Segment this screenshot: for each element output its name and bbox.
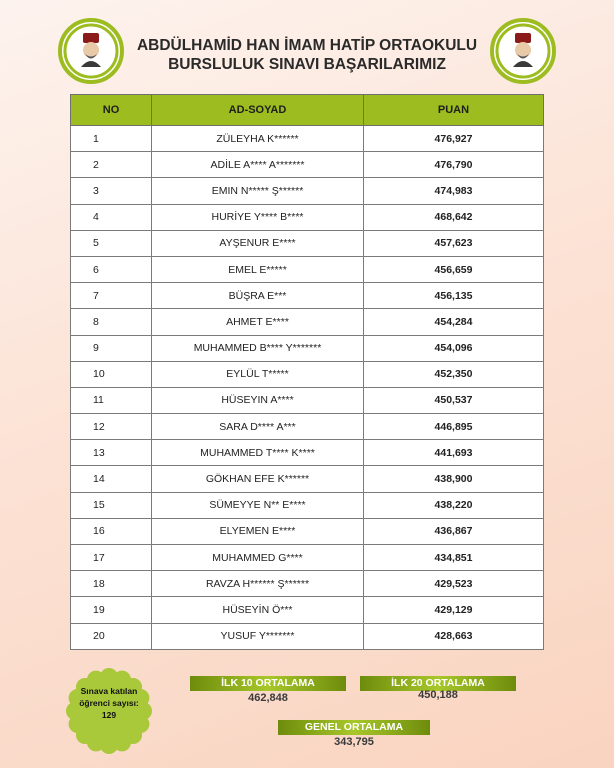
cell-score: 476,790 [364,152,544,178]
cell-no: 12 [71,414,152,440]
top10-value: 462,848 [248,692,288,704]
table-row [71,466,544,492]
cell-no: 4 [71,204,152,230]
general-label: GENEL ORTALAMA [278,720,430,735]
cell-name: ELYEMEN E**** [152,518,364,544]
results-table [70,94,544,650]
cell-score: 438,220 [364,492,544,518]
cell-name: MUHAMMED B**** Y******* [152,335,364,361]
cell-no: 6 [71,256,152,282]
cell-score: 450,537 [364,387,544,413]
cell-score: 436,867 [364,518,544,544]
table-row [71,283,544,309]
cell-no: 18 [71,571,152,597]
cell-name: RAVZA H****** Ş****** [152,571,364,597]
cell-name: MUHAMMED G**** [152,545,364,571]
table-row [71,204,544,230]
cell-name: AHMET E**** [152,309,364,335]
portrait-emblem-icon [63,23,119,79]
cell-score: 456,659 [364,256,544,282]
portrait-emblem-icon [495,23,551,79]
cell-score: 474,983 [364,178,544,204]
table-row [71,623,544,649]
cell-no: 15 [71,492,152,518]
cell-name: MUHAMMED T**** K**** [152,440,364,466]
cell-score: 429,129 [364,597,544,623]
cell-no: 9 [71,335,152,361]
table-row [71,178,544,204]
header-score: PUAN [364,95,544,126]
cell-score: 454,284 [364,309,544,335]
participant-count-badge [66,668,152,754]
table-row [71,361,544,387]
table-row [71,387,544,413]
cell-no: 13 [71,440,152,466]
cell-no: 10 [71,361,152,387]
cell-score: 476,927 [364,126,544,152]
cell-name: ADİLE A**** A******* [152,152,364,178]
badge-count: 129 [101,710,117,720]
cell-score: 456,135 [364,283,544,309]
table-row [71,545,544,571]
page-title [130,36,484,74]
cell-score: 446,895 [364,414,544,440]
table-row [71,152,544,178]
table-body [71,126,544,650]
cell-no: 16 [71,518,152,544]
table-header-row [71,95,544,126]
cell-no: 7 [71,283,152,309]
cell-name: GÖKHAN EFE K****** [152,466,364,492]
cell-score: 434,851 [364,545,544,571]
table-row [71,126,544,152]
table-row [71,414,544,440]
cell-name: HÜSEYIN A**** [152,387,364,413]
table-row [71,492,544,518]
header-name: AD-SOYAD [152,95,364,126]
cell-no: 20 [71,623,152,649]
cell-score: 438,900 [364,466,544,492]
cell-name: BÜŞRA E*** [152,283,364,309]
cell-name: AYŞENUR E**** [152,230,364,256]
cell-score: 454,096 [364,335,544,361]
general-value: 343,795 [334,736,374,748]
top20-label: İLK 20 ORTALAMA [360,676,516,691]
cell-name: HURİYE Y**** B**** [152,204,364,230]
cell-no: 19 [71,597,152,623]
cell-name: YUSUF Y******* [152,623,364,649]
badge-line-1: Sınava katılan [80,686,138,696]
title-line-2: BURSLULUK SINAVI BAŞARILARIMIZ [168,56,446,73]
cell-name: EYLÜL T***** [152,361,364,387]
cell-no: 11 [71,387,152,413]
header-no: NO [71,95,152,126]
top10-label: İLK 10 ORTALAMA [190,676,346,691]
table-row [71,440,544,466]
title-line-1: ABDÜLHAMİD HAN İMAM HATİP ORTAOKULU [136,37,478,54]
cell-no: 8 [71,309,152,335]
cell-no: 2 [71,152,152,178]
cell-no: 3 [71,178,152,204]
cell-no: 17 [71,545,152,571]
cell-score: 468,642 [364,204,544,230]
cell-no: 14 [71,466,152,492]
table-row [71,256,544,282]
cell-score: 452,350 [364,361,544,387]
cell-name: ZÜLEYHA K****** [152,126,364,152]
cell-name: EMEL E***** [152,256,364,282]
top20-value: 450,188 [418,689,458,701]
table-row [71,335,544,361]
badge-line-2: öğrenci sayısı: [79,698,139,708]
school-logo-right [490,18,556,84]
cell-score: 429,523 [364,571,544,597]
table-row [71,230,544,256]
table-row [71,518,544,544]
table-row [71,571,544,597]
cell-score: 441,693 [364,440,544,466]
school-logo-left [58,18,124,84]
cell-name: EMIN N***** Ş****** [152,178,364,204]
cell-name: SARA D**** A*** [152,414,364,440]
cell-no: 1 [71,126,152,152]
cell-no: 5 [71,230,152,256]
cell-score: 457,623 [364,230,544,256]
cell-score: 428,663 [364,623,544,649]
table-row [71,597,544,623]
table-row [71,309,544,335]
cell-name: SÜMEYYE N** E**** [152,492,364,518]
cell-name: HÜSEYİN Ö*** [152,597,364,623]
